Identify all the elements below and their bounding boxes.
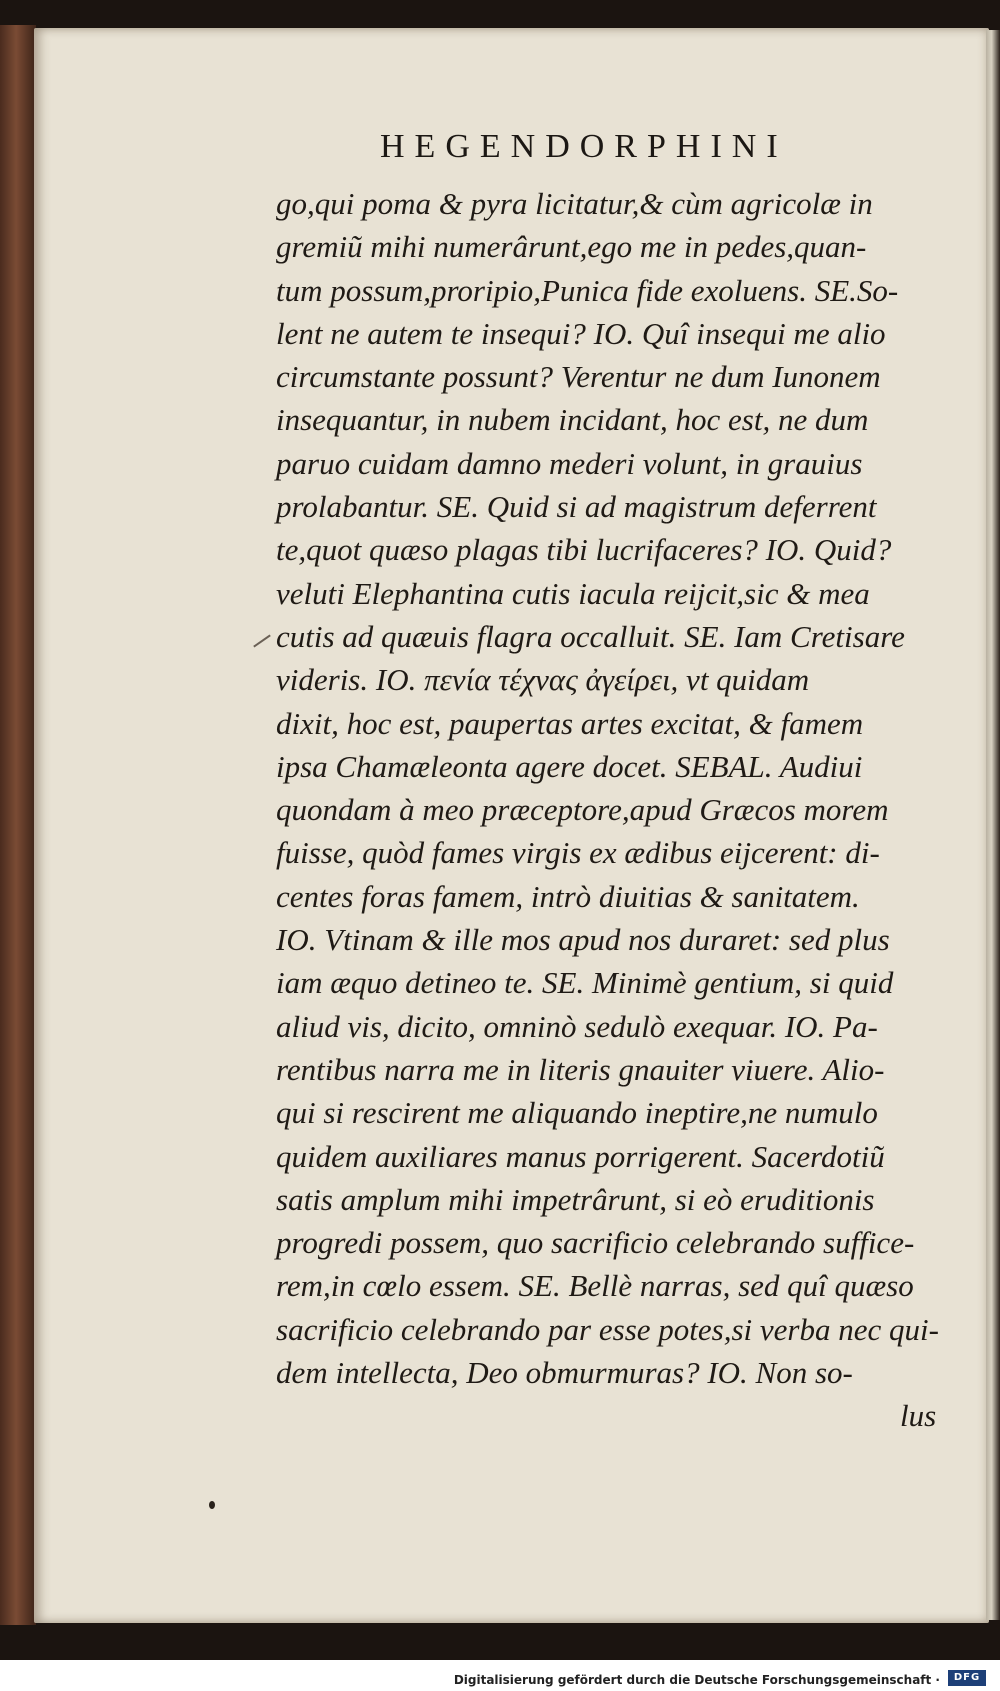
text-line: prolabantur. SE. Quid si ad magistrum deferrent <box>276 489 877 525</box>
book-spine <box>0 25 36 1625</box>
text-line: te,quot quæso plagas tibi lucrifaceres? IO. Quid? <box>276 532 892 568</box>
text-line: rentibus narra me in literis gnauiter viuere. Alio- <box>276 1051 885 1087</box>
text-line: centes foras famem, intrò diuitias & sanitatem. <box>276 878 860 914</box>
funding-credit: Digitalisierung gefördert durch die Deutsche Forschungsgemeinschaft · <box>453 1673 940 1687</box>
text-line: sacrificio celebrando par esse potes,si verba nec qui- <box>276 1311 939 1347</box>
running-head: HEGENDORPHINI <box>380 128 788 165</box>
text-line: IO. Vtinam & ille mos apud nos duraret: sed plus <box>276 922 890 958</box>
text-line: dem intellecta, Deo obmurmuras? IO. Non so- <box>276 1355 853 1391</box>
text-line: quidem auxiliares manus porrigerent. Sacerdotiũ <box>276 1138 885 1174</box>
text-line: videris. IO. πενία τέχνας ἀγείρει, vt quidam <box>276 662 810 698</box>
text-line: go,qui poma & pyra licitatur,& cùm agricolæ in <box>276 186 873 221</box>
text-line: ipsa Chamæleonta agere docet. SEBAL. Audiui <box>276 748 863 784</box>
text-line: gremiũ mihi numerârunt,ego me in pedes,quan- <box>276 229 867 265</box>
ink-spot <box>209 1501 215 1509</box>
text-line: tum possum,proripio,Punica fide exoluens. SE.So- <box>276 272 899 308</box>
text-line: satis amplum mihi impetrârunt, si eò eruditionis <box>276 1181 875 1217</box>
text-line: circumstante possunt? Verentur ne dum Iunonem <box>276 359 881 395</box>
text-line: veluti Elephantina cutis iacula reijcit,sic & mea <box>276 575 870 611</box>
body-text <box>276 182 956 1394</box>
text-line: insequantur, in nubem incidant, hoc est, ne dum <box>276 402 869 438</box>
text-line: fuisse, quòd fames virgis ex ædibus eijcerent: di- <box>276 835 880 871</box>
text-line: qui si rescirent me aliquando ineptire,ne numulo <box>276 1095 878 1131</box>
text-line: lent ne autem te insequi? IO. Quî insequi me alio <box>276 315 886 351</box>
text-line: dixit, hoc est, paupertas artes excitat, & famem <box>276 705 864 741</box>
text-line: quondam à meo præceptore,apud Græcos morem <box>276 792 889 828</box>
text-line: iam æquo detineo te. SE. Minimè gentium, si quid <box>276 965 894 1001</box>
dfg-logo: DFG <box>948 1670 986 1686</box>
page-edge <box>986 30 1000 1620</box>
text-line: aliud vis, dicito, omninò sedulò exequar. IO. Pa- <box>276 1008 878 1044</box>
text-line: paruo cuidam damno mederi volunt, in grauius <box>276 445 863 481</box>
catchword: lus <box>900 1398 937 1433</box>
text-line: rem,in cœlo essem. SE. Bellè narras, sed quî quæso <box>276 1268 914 1304</box>
text-line: cutis ad quæuis flagra occalluit. SE. Iam Cretisare <box>276 618 905 654</box>
text-line: progredi possem, quo sacrificio celebrando suffice- <box>276 1225 915 1261</box>
